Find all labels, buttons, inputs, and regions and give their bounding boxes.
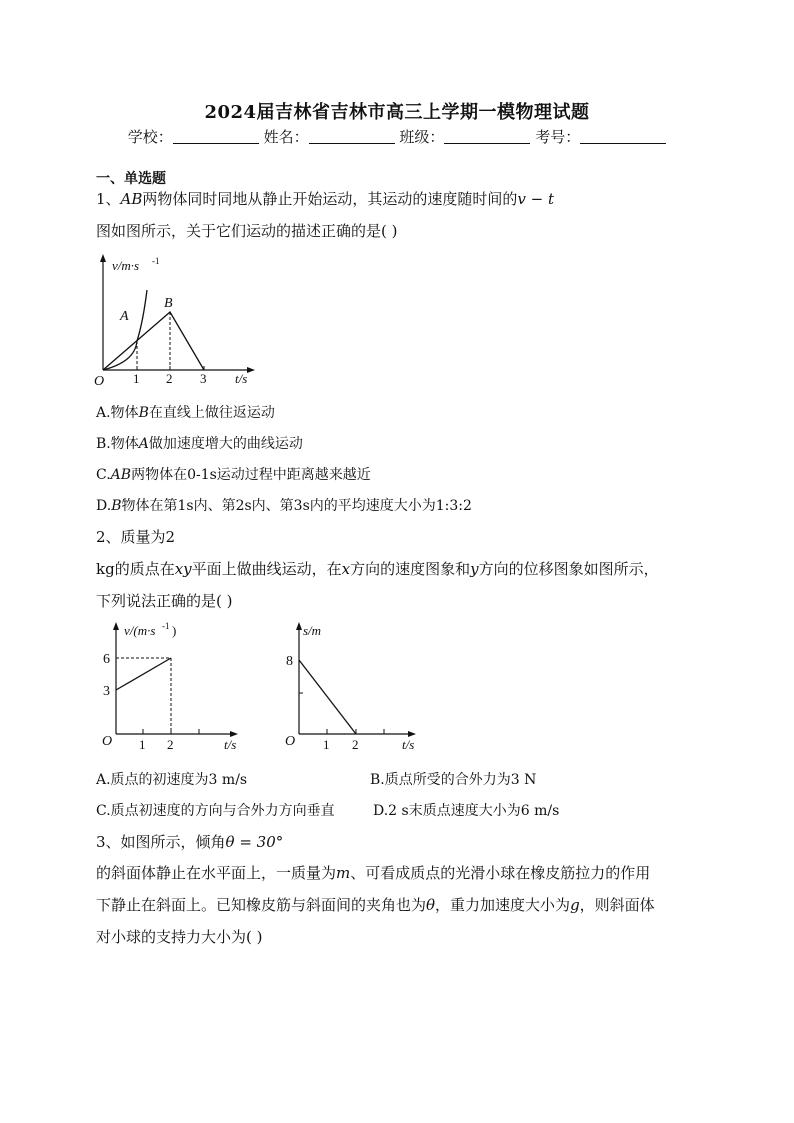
q2-line2 [96,558,659,579]
q2-g1-y3: 3 [103,684,110,699]
q1-option-d[interactable] [96,495,472,515]
q3-line3-theta: θ [426,896,436,914]
q3-line3-t2: ，重力加速度大小为 [435,896,571,914]
q1-origin: O [94,374,105,389]
q1-ylabel-sup: -1 [152,256,160,266]
q3-line1 [96,831,283,852]
q3-line3 [96,894,655,915]
q2-line2-x: x [341,560,351,578]
q1-vt-graph [90,252,270,392]
q2-line1: 2、质量为2 [96,528,176,546]
student-info-line [0,126,794,147]
q2-line2-t1: kg的质点在 [96,560,175,578]
number-label: 考号： [535,128,581,146]
q1-option-a[interactable] [96,402,275,422]
q3-line3-t3: ，则斜面体 [579,896,655,914]
q2-line3: 下列说法正确的是( ) [96,592,233,610]
q2-g1-y6: 6 [103,652,110,667]
q1-option-b[interactable] [96,433,303,453]
q1-option-b-var: A [138,436,149,452]
q3-line4: 对小球的支持力大小为( ) [96,928,263,946]
q1-line2: 图如图所示，关于它们运动的描述正确的是( ) [96,222,398,240]
q3-line1-text: 3、如图所示，倾角 [96,833,226,851]
q1-option-a-text2: 在直线上做往返运动 [148,405,275,421]
section-heading: 一、单选题 [96,171,166,187]
q2-g1-t1: 1 [139,737,146,752]
q1-label-a: A [120,309,129,324]
class-blank[interactable] [444,129,530,144]
q3-line1-theta: θ = 30° [225,833,284,851]
q2-option-a[interactable]: A.质点的初速度为3 m/s [96,772,248,788]
q2-g2-y8: 8 [286,654,293,669]
name-label: 姓名： [263,128,309,146]
q2-g2-t1: 1 [323,737,330,752]
q1-tick-3: 3 [200,371,207,386]
q1-xlabel: t/s [235,371,248,386]
q3-line2 [96,862,650,883]
q1-option-c-text2: 两物体在0-1s运动过程中距离越来越近 [131,467,371,483]
q2-g1-origin: O [102,734,113,749]
q2-option-b[interactable]: B.质点所受的合外力为3 N [370,772,537,788]
q1-option-c-text1: C. [96,467,111,483]
school-blank[interactable] [173,129,259,144]
q2-line2-t4: 方向的位移图象如图所示， [478,560,659,578]
q2-line2-t3: 方向的速度图象和 [350,560,471,578]
q2-g1-xlabel: t/s [224,737,237,752]
q1-option-b-text2: 做加速度增大的曲线运动 [148,436,303,452]
document-title: 2024届吉林省吉林市高三上学期一模物理试题 [204,102,590,123]
q1-tick-2: 2 [166,371,173,386]
class-label: 班级： [399,128,445,146]
q2-g1-t2: 2 [167,737,174,752]
q1-number: 1、 [96,190,121,208]
q1-vt: v − t [517,190,555,208]
q1-option-d-text2: 物体在第1s内、第2s内、第3s内的平均速度大小为1:3:2 [121,498,472,514]
number-blank[interactable] [580,129,666,144]
q3-line3-t1: 下静止在斜面上。已知橡皮筋与斜面间的夹角也为 [96,896,427,914]
q2-g1-ylabel-sup: -1 [162,621,170,631]
q3-line3-g: g [570,896,580,914]
q1-line1 [96,188,554,209]
q2-option-c[interactable]: C.质点初速度的方向与合外力方向垂直 [96,803,335,819]
q1-option-d-text1: D. [96,498,112,514]
q2-option-d[interactable]: D.2 s末质点速度大小为6 m/s [373,803,560,819]
q1-option-d-var: B [111,498,122,514]
q1-ylabel: v/m·s [112,258,140,273]
school-label: 学校： [127,128,173,146]
q3-line2-m: m [336,864,351,882]
q3-line2-t1: 的斜面体静止在水平面上，一质量为 [96,864,337,882]
q1-option-b-text1: B.物体 [96,436,139,452]
q2-g2-origin: O [285,734,296,749]
name-blank[interactable] [309,129,395,144]
q2-velocity-graph [100,620,250,755]
q2-line2-y: y [470,560,479,578]
q3-line2-t2: 、可看成质点的光滑小球在橡皮筋拉力的作用 [350,864,651,882]
q1-option-c[interactable] [96,464,371,484]
q2-g2-t2: 2 [352,737,359,752]
q2-g2-xlabel: t/s [402,737,415,752]
q2-g2-ylabel: s/m [303,623,322,638]
q2-g1-ylabel: v/(m·s [124,623,156,638]
q1-tick-1: 1 [133,371,140,386]
q1-text: 两物体同时同地从静止开始运动，其运动的速度随时间的 [142,190,518,208]
q1-label-b: B [164,296,173,311]
q2-line2-xy: xy [174,560,192,578]
q2-g1-ylabel-close: ) [172,623,177,638]
q1-ab: AB [120,190,143,208]
q1-option-a-text1: A.物体 [96,405,139,421]
q1-option-c-var: AB [110,467,132,483]
q1-option-a-var: B [138,405,149,421]
q2-line2-t2: 平面上做曲线运动，在 [191,560,342,578]
q2-displacement-graph [283,620,433,755]
